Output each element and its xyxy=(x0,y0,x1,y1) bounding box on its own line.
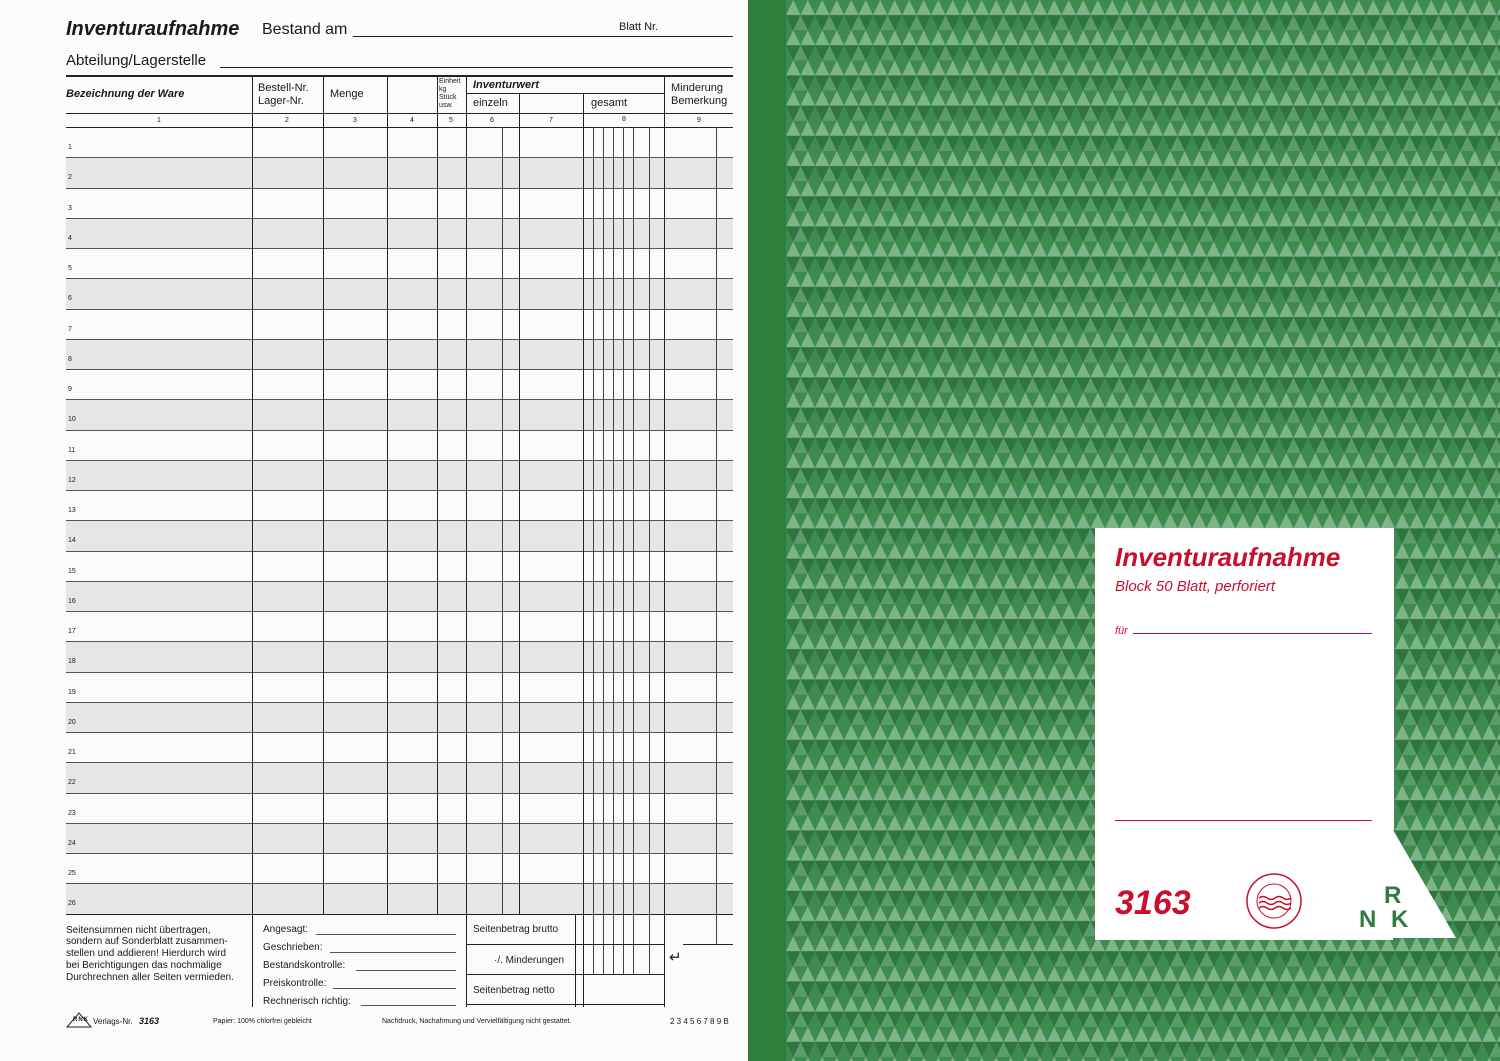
rnk-logo-small-text: RNK xyxy=(73,1017,89,1023)
header-bezeichnung: Bezeichnung der Ware xyxy=(66,88,185,100)
abteilung-line[interactable] xyxy=(220,67,733,68)
carry-rule xyxy=(683,944,733,945)
row-number: 25 xyxy=(68,870,76,877)
row-number: 20 xyxy=(68,718,76,726)
row-number: 4 xyxy=(68,234,72,242)
row-number: 8 xyxy=(68,355,72,363)
umwelt-seal-icon xyxy=(1245,872,1303,930)
form-title: Inventuraufnahme xyxy=(66,18,240,40)
sign-rechnerisch: Rechnerisch richtig: xyxy=(263,996,351,1007)
colnum-9: 9 xyxy=(697,117,701,124)
colnum-1: 1 xyxy=(157,117,161,124)
cover-number: 3163 xyxy=(1115,884,1191,922)
row-number: 21 xyxy=(68,749,76,756)
row-number: 5 xyxy=(68,265,72,272)
row-number: 13 xyxy=(68,507,76,514)
cover-subtitle: Block 50 Blatt, perforiert xyxy=(1115,578,1276,595)
footer-note-1: Seitensummen nicht übertragen, xyxy=(66,925,211,936)
sign-geschrieben: Geschrieben: xyxy=(263,942,323,953)
subcolumn-rule xyxy=(633,127,634,974)
sign-angesagt: Angesagt: xyxy=(263,924,309,935)
subcolumn-rule xyxy=(603,127,604,974)
row-number: 23 xyxy=(68,809,76,817)
block-spine xyxy=(748,0,786,1061)
column-rule xyxy=(323,76,324,914)
row-number: 22 xyxy=(68,779,76,787)
fuer-line[interactable] xyxy=(1133,633,1372,634)
return-arrow-icon: ↵ xyxy=(669,949,682,966)
table-top-rule xyxy=(66,75,733,77)
header-einzeln: einzeln xyxy=(473,97,508,109)
row-number: 11 xyxy=(68,446,76,454)
sum-rule-2 xyxy=(467,974,665,975)
verlag-number: 3163 xyxy=(139,1016,160,1026)
blatt-label: Blatt Nr. xyxy=(619,21,659,33)
header-einheit: Einheit xyxy=(439,78,461,85)
header-bestell: Bestell-Nr. xyxy=(258,82,309,94)
row-number: 12 xyxy=(68,476,76,484)
row-number: 15 xyxy=(68,567,76,575)
bestand-line[interactable] xyxy=(353,36,733,37)
nachdruck-note: Nachdruck, Nachahmung und Vervielfältigung nicht gestattet. xyxy=(382,1018,572,1025)
subcolumn-rule xyxy=(593,127,594,974)
inventurwert-rule xyxy=(467,93,665,94)
sum-rule-1 xyxy=(467,944,665,945)
table-bottom-rule xyxy=(66,914,733,915)
abteilung-label: Abteilung/Lagerstelle xyxy=(66,52,207,69)
print-code: 2 3 4 5 6 7 8 9 B xyxy=(670,1017,729,1026)
footer-note-4: bei Berichtigungen das nochmalige xyxy=(66,960,222,971)
colnum-8: 8 xyxy=(622,116,626,123)
cover-title: Inventuraufnahme xyxy=(1115,542,1341,572)
sign-bestandskontrolle: Bestandskontrolle: xyxy=(263,960,346,971)
column-rule xyxy=(387,76,388,914)
header-minderung: Minderung xyxy=(671,82,723,94)
bestand-label: Bestand am xyxy=(262,21,348,38)
column-rule xyxy=(664,76,665,1007)
column-rule xyxy=(519,93,520,914)
row-number: 1 xyxy=(68,144,72,151)
sum-rule-3 xyxy=(467,1004,665,1005)
row-number: 14 xyxy=(68,537,76,545)
header-einheit-stueck: Stück xyxy=(439,94,457,101)
sign-preiskontrolle-line[interactable] xyxy=(333,988,456,989)
header-inventurwert: Inventurwert xyxy=(473,79,540,91)
header-lager: Lager-Nr. xyxy=(258,95,304,107)
colnum-5: 5 xyxy=(449,117,453,124)
row-number: 7 xyxy=(68,325,72,333)
subcolumn-rule xyxy=(649,127,650,974)
footer-note-5: Durchrechnen aller Seiten vermieden. xyxy=(66,972,234,983)
row-number: 16 xyxy=(68,597,76,605)
column-rule xyxy=(575,914,576,1007)
rnk-logo-nk: N K xyxy=(1359,906,1413,933)
papier-note: Papier: 100% chlorfrei gebleicht xyxy=(213,1018,312,1025)
row-number: 18 xyxy=(68,658,76,666)
row-number: 26 xyxy=(68,900,76,908)
sign-bestandskontrolle-line[interactable] xyxy=(356,970,456,971)
column-rule xyxy=(252,76,253,914)
sum-brutto: Seitenbetrag brutto xyxy=(473,924,559,935)
footer-note-2: sondern auf Sonderblatt zusammen- xyxy=(66,936,228,947)
subcolumn-rule xyxy=(502,127,503,914)
row-number: 24 xyxy=(68,839,76,847)
header-gesamt: gesamt xyxy=(591,97,628,109)
sign-rechnerisch-line[interactable] xyxy=(361,1005,456,1006)
header-einheit-kg: kg xyxy=(439,86,447,93)
row-number: 10 xyxy=(68,416,76,424)
row-number: 2 xyxy=(68,174,72,182)
header-einheit-usw: usw. xyxy=(439,102,454,109)
sign-geschrieben-line[interactable] xyxy=(330,952,456,953)
subcolumn-rule xyxy=(613,127,614,974)
sum-minderungen: ·/. Minderungen xyxy=(494,955,565,966)
fuer-label: für xyxy=(1115,625,1128,637)
column-rule xyxy=(252,914,253,1007)
label-edge xyxy=(1386,528,1394,830)
inventory-form-sheet xyxy=(0,0,748,1061)
colnum-7: 7 xyxy=(549,117,553,124)
sign-angesagt-line[interactable] xyxy=(316,934,456,935)
header-menge: Menge xyxy=(330,88,364,100)
row-number: 17 xyxy=(68,628,76,635)
rnk-logo-r: R xyxy=(1384,882,1402,909)
column-rule xyxy=(583,93,584,1007)
sum-netto: Seitenbetrag netto xyxy=(473,985,555,996)
colnum-4: 4 xyxy=(410,117,414,124)
column-rule xyxy=(437,76,438,914)
header-rule xyxy=(66,113,733,114)
verlag-label: Verlags-Nr. xyxy=(93,1017,133,1026)
row-number: 19 xyxy=(68,688,76,696)
colnum-2: 2 xyxy=(285,117,289,124)
row-number: 9 xyxy=(68,386,72,393)
sign-preiskontrolle: Preiskontrolle: xyxy=(263,978,327,989)
footer-note-3: stellen und addieren! Hierdurch wird xyxy=(66,948,227,959)
subcolumn-rule xyxy=(623,127,624,974)
colnum-6: 6 xyxy=(490,117,494,124)
colnum-3: 3 xyxy=(353,117,357,124)
column-rule xyxy=(466,76,467,1007)
subcolumn-rule xyxy=(716,127,717,944)
row-number: 6 xyxy=(68,295,72,303)
row-number: 3 xyxy=(68,204,72,212)
header-bemerkung: Bemerkung xyxy=(671,95,728,107)
